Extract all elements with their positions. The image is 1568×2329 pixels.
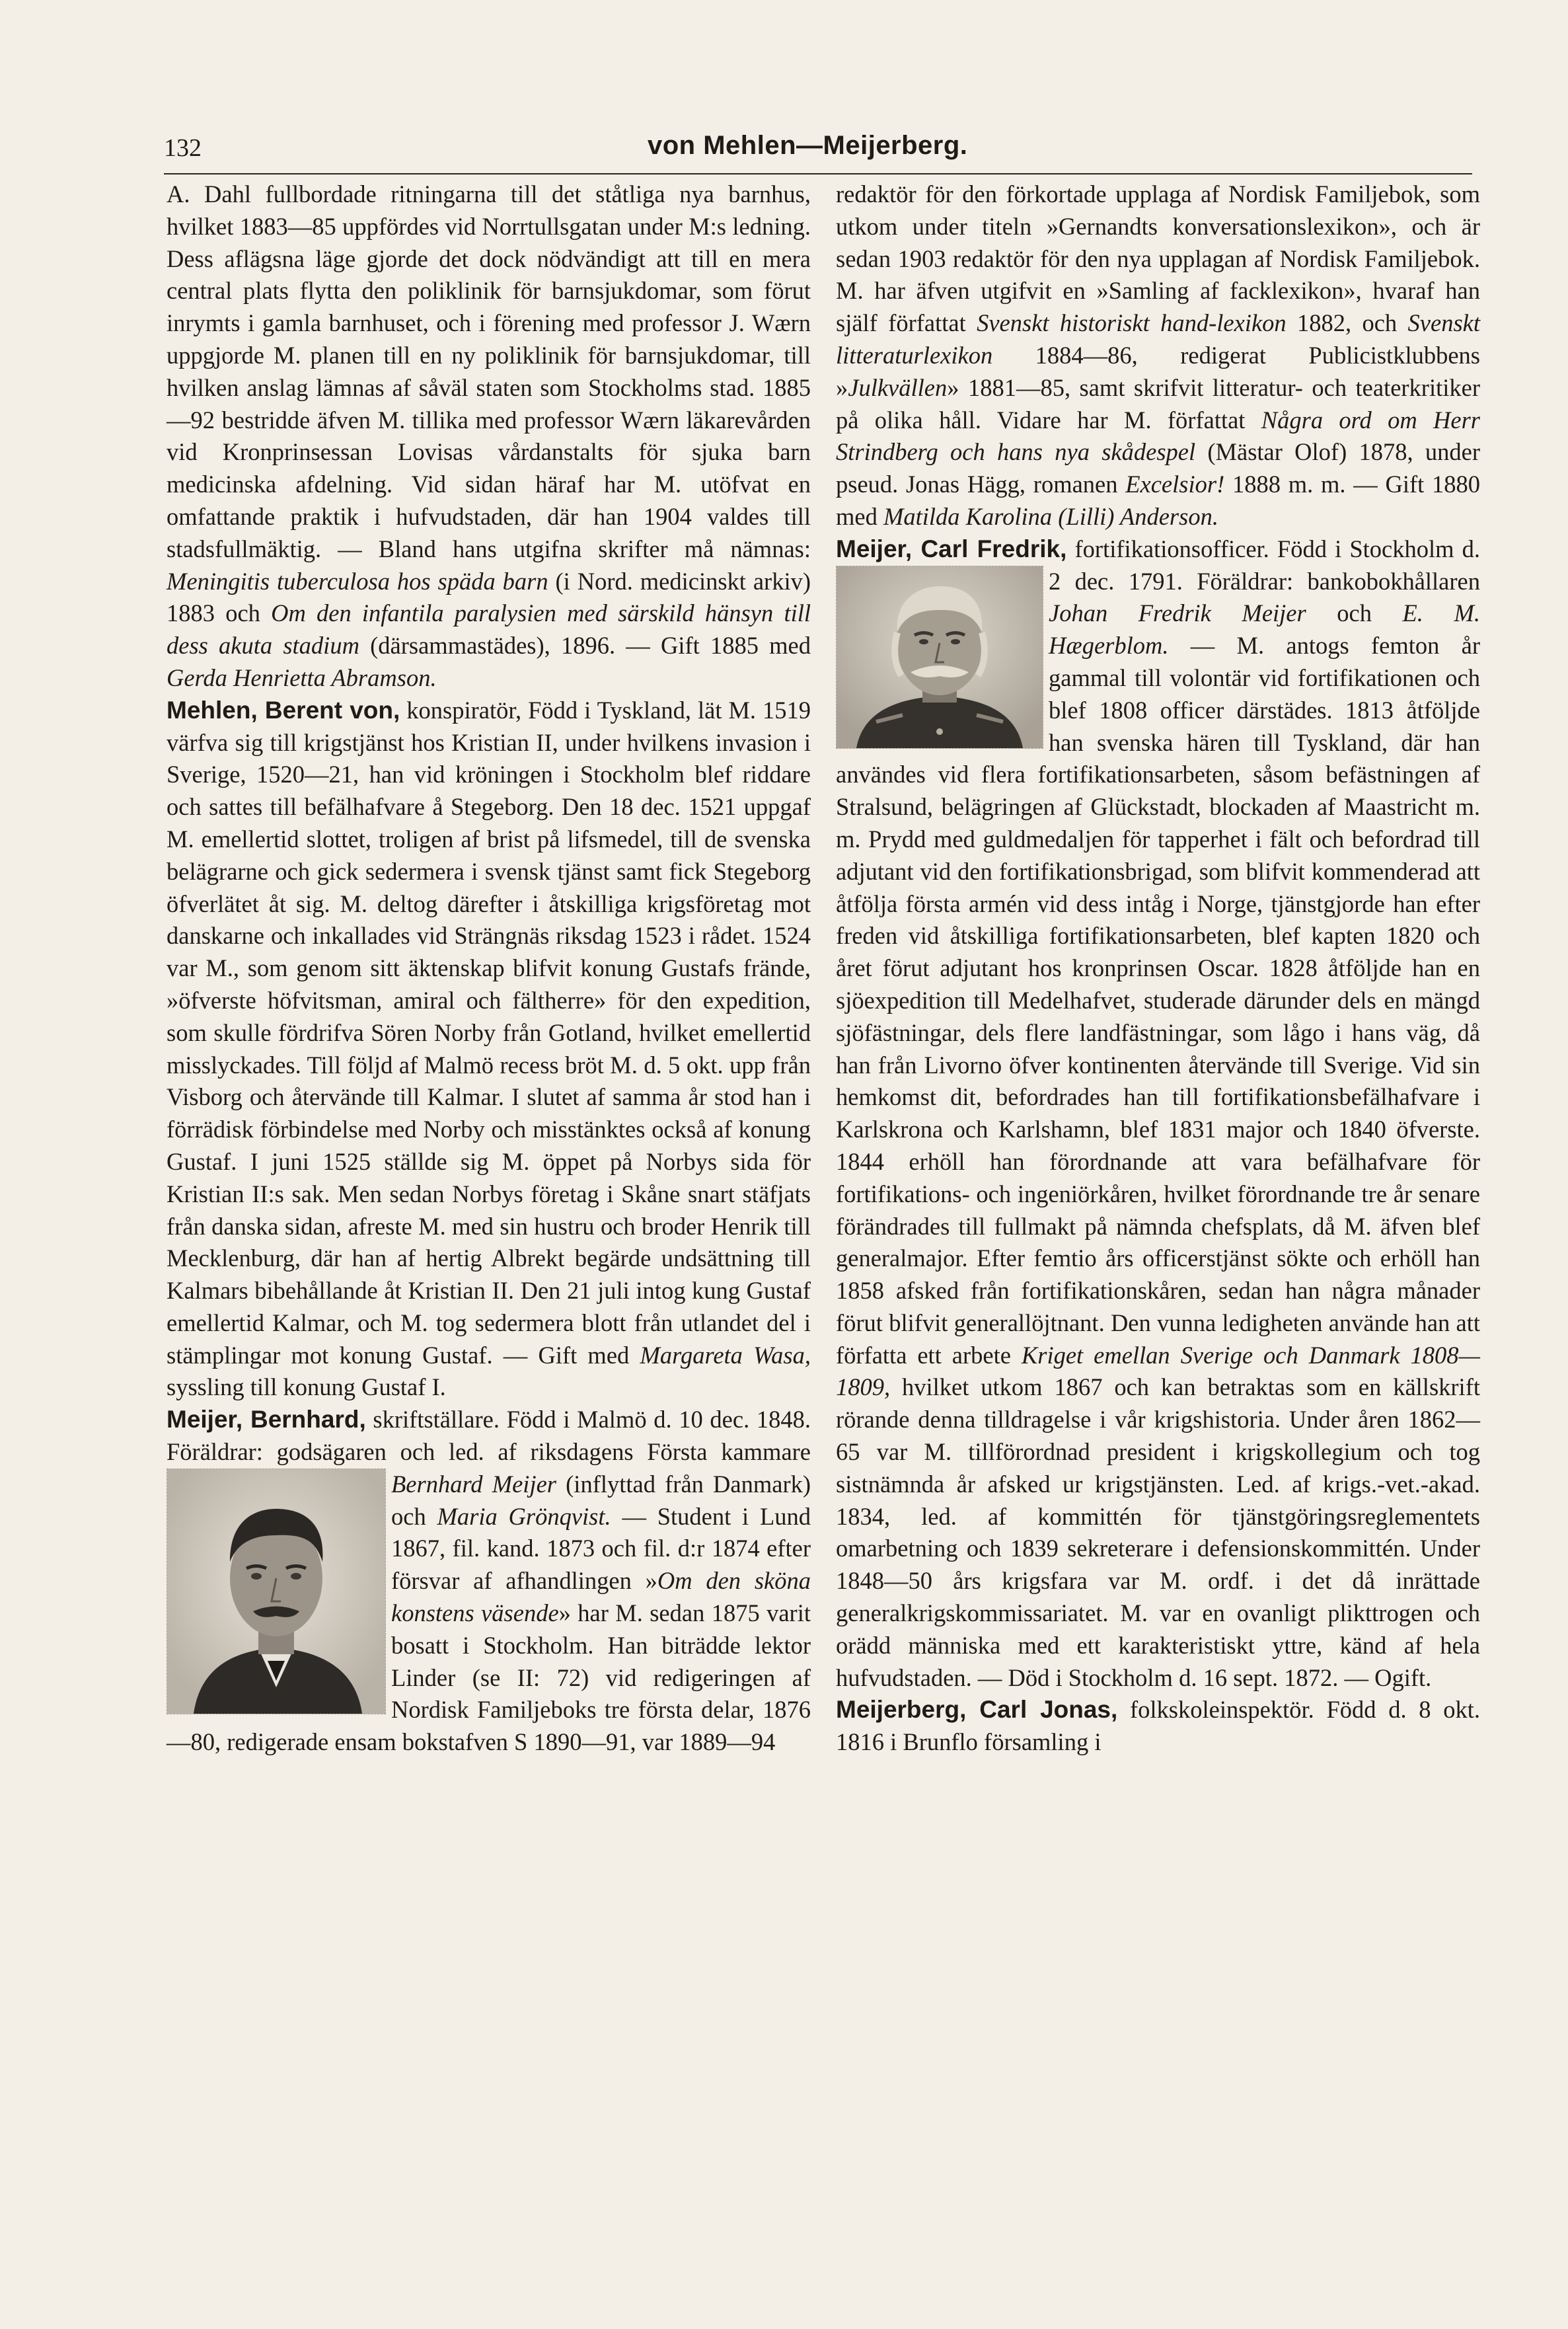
text-run: 1888 m. m. — Gift 1880 med — [836, 471, 1480, 530]
portrait-bernhard-meijer — [167, 1469, 386, 1714]
text-run: konspiratör, Född i Tyskland, lät M. 1519 värfva sig till krigstjänst hos Kristian II, under hvilkens invasion i Sverige, 1520—21, han vid kröningen i Stockholm blef riddare och sattes till befälhafvare å Stegeborg. Den 18 dec. 1521 uppgaf M. emellertid slottet, troligen af brist på lifsmedel, till de svenska belägrarne och gick sedermera i svensk tjänst samt fick Stegeborg öfverlätet åt sig. M. deltog därefter i åtskilliga krigsföretag mot danskarne och inkallades vid Strängnäs riksdag 1523 i rådet. 1524 var M., som genom sitt äktenskap blifvit konung Gustafs frände, »öfverste höfvitsman, amiral och fältherre» för den expedition, som skulle fördrifva Sören Norby från Gotland, hvilket emellertid misslyckades. Till följd af Malmö recess bröt M. d. 5 okt. upp från Visborg och återvände till Kalmar. I slutet af samma år stod han i förrädisk förbindelse med Norby och misstänktes också af konung Gustaf. I juni 1525 ställde sig M. öppet på Norbys sida för Kristian II:s sak. Men sedan Norbys företag i Skåne snart stäfjats från danska sidan, afreste M. med sin hustru och broder Henrik till Mecklenburg, där han af hertig Albrekt begärde undsättning till Kalmars bibehållande åt Kristian II. Den 21 juli intog kung Gustaf emellertid Kalmar, och M. tog sedermera blott från utlandet del i stämplingar mot konung Gustaf. — Gift med — [167, 696, 811, 1369]
text-run: — M. antogs femton år gammal till volontär vid fortifikationen och blef 1808 officer därstädes. 1813 åtföljde han svenska hären till Tyskland, där han användes vid flera fortifikationsarbeten, såsom befästningen af Stralsund, belägringen af Glückstadt, blockaden af Maastricht m. m. Prydd med guldmedaljen för tapperhet i fält och befordrad till adjutant vid den fortifikationsbrigad, som blifvit kommenderad att åtfölja första armén vid dess intåg i Norge, tjänstgjorde han efter freden vid åtskilliga fortifikationsarbeten, blef kapten 1820 och året förut adjutant hos kronprinsen Oscar. 1828 åtföljde han en sjöexpedition till Medelhafvet, studerade därunder dels en mängd sjöfästningar, dels flere landfästningar, som lågo i hans väg, då han från Livorno öfver kontinenten återvände till Sverige. Vid sin hemkomst dit, befordrades han till fortifikationsbefälhafvare i Karlskrona och Karlshamn, blef 1831 major och 1840 öfverste. 1844 erhöll han förordnande att vara befälhafvare för fortifikations- och ingeniörkåren, hvilket förordnande tre år senare förändrades till fullmakt på nämnda chefsplats, då M. äfven blef generalmajor. Efter femtio års officerstjänst sökte och erhöll han 1858 afsked från fortifikationskåren, sedan han några månader förut blifvit generallöjtnant. Den vunna ledigheten använde han att författa ett arbete — [836, 632, 1480, 1369]
italic-name: Johan Fredrik Meijer — [1049, 599, 1306, 627]
page-number: 132 — [164, 134, 202, 162]
entry-headword: Meijer, Carl Fredrik, — [836, 535, 1067, 562]
italic-title: Kriget emellan Sverige och Danmark 1808—1809, — [836, 1341, 1480, 1401]
text-run: hvilket utkom 1867 och kan betraktas som en källskrift rörande denna tilldragelse i vår krigshistoria. Under åren 1862—65 var M. tillförordnad president i krigskollegium och tog sistnämnda år afsked ur krigstjänsten. Led. af krigs.-vet.-akad. 1834, led. af kommittén för tjänstgöringsreglementets omarbetning och 1839 sekreterare i defensionskommittén. Under 1848—50 års krigsfara var M. ordf. i det då inrättade generalkrigskommissariatet. M. var en ovanligt plikttrogen och orädd människa med ett karakteristiskt yttre, känd af hela hufvudstaden. — Död i Stockholm d. 16 sept. 1872. — Ogift. — [836, 1373, 1480, 1691]
text-run: folkskoleinspektör. Född d. 8 okt. 1816 i Brunflo församling i — [836, 1696, 1481, 1756]
italic-name: Bernhard Meijer — [391, 1470, 556, 1498]
italic-title: Några ord om Herr Strindberg och hans nya skådespel — [836, 406, 1480, 466]
italic-title: Svenskt historiskt hand-lexikon — [977, 309, 1287, 337]
italic-title: Julkvällen — [848, 373, 948, 401]
entry-headword: Meijer, Bernhard, — [167, 1406, 366, 1433]
italic-name: Maria Grönqvist. — [437, 1502, 611, 1530]
portrait-image — [837, 566, 1043, 748]
text-run: 1882, och — [1286, 309, 1408, 337]
text-run: (inflyttad från Danmark) och — [391, 1470, 811, 1530]
text-run: 1884—86, redigerat Publicistklubbens » — [836, 341, 1480, 401]
italic-title: Excelsior! — [1125, 471, 1225, 498]
text-run: » 1881—85, samt skrifvit litteratur- och teaterkritiker på olika håll. Vidare har M. författat — [836, 373, 1480, 434]
entry-headword: Mehlen, Berent von, — [167, 696, 400, 724]
italic-name: Margareta Wasa, — [640, 1341, 811, 1369]
text-run: — Student i Lund 1867, fil. kand. 1873 och fil. d:r 1874 efter försvar af afhandlingen » — [391, 1502, 811, 1595]
header-rule — [164, 173, 1472, 174]
entry-bernhard-continuation — [836, 178, 1480, 533]
text-run: redaktör för den förkortade upplaga af Nordisk Familjebok, som utkom under titeln »Gernandts konversationslexikon», och är sedan 1903 redaktör för den nya upplagan af Nordisk Familjebok. M. har äfven utgifvit en »Samling af facklexikon», hvaraf han själf författat — [836, 180, 1480, 337]
text-run: » har M. sedan 1875 varit bosatt i Stockholm. Han biträdde lektor Linder (se II: 72) vid redigeringen af Nordisk Familjeboks tre första delar, 1876—80, redigerade ensam bokstafven S 1890—91, var 1889—94 — [167, 1599, 811, 1756]
text-run: syssling till konung Gustaf I. — [167, 1373, 446, 1401]
entry-bernhard-meijer — [167, 1404, 811, 1759]
italic-name: Gerda Henrietta Abramson. — [167, 664, 437, 691]
italic-title: Om den infantila paralysien med särskild hänsyn till dess akuta stadium — [167, 599, 811, 660]
running-head: von Mehlen—Meijerberg. — [648, 131, 968, 160]
italic-title: Svenskt litteraturlexikon — [836, 309, 1480, 369]
text-run: (Mästar Olof) 1878, under pseud. Jonas Hägg, romanen — [836, 438, 1480, 498]
text-run: (i Nord. medicinskt arkiv) 1883 och — [167, 567, 811, 627]
entry-headword: Meijerberg, Carl Jonas, — [836, 1696, 1118, 1724]
left-column — [167, 178, 811, 1759]
italic-title: Meningitis tuberculosa hos späda barn — [167, 567, 548, 595]
entry-carl-fredrik-meijer — [836, 533, 1480, 1695]
text-run: A. Dahl fullbordade ritningarna till det ståtliga nya barnhus, hvilket 1883—85 uppfördes vid Norrtullsgatan under M:s ledning. Dess aflägsna läge gjorde det dock nödvändigt att till en mera central plats flytta den poliklinik för barnsjukdomar, som förut inrymts i gamla barnhuset, och i förening med professor J. Wærn uppgjorde M. planen till en ny poliklinik för barnsjukdomar, till hvilken anslag lämnas af såväl staten som Stockholms stad. 1885—92 bestridde äfven M. tillika med professor Wærn läkarevården vid Kronprinsessan Lovisas vårdanstalts för sjuka barn medicinska afdelning. Vid sidan häraf har M. utöfvat en omfattande praktik i hufvudstaden, där han 1904 valdes till stadsfullmäktig. — Bland hans utgifna skrifter må nämnas: — [167, 180, 811, 562]
portrait-image — [167, 1469, 385, 1714]
text-run: och — [1306, 599, 1403, 627]
entry-continuation — [167, 178, 811, 695]
text-run: fortifikationsofficer. Född i Stockholm d. 2 dec. 1791. Föräldrar: bankobokhållaren — [1049, 535, 1480, 595]
entry-mehlen — [167, 695, 811, 1404]
text-run: (därsammastädes), 1896. — Gift 1885 med — [359, 632, 811, 660]
italic-name: E. M. Hægerblom. — [1049, 599, 1481, 660]
italic-title: Om den sköna konstens väsende — [391, 1567, 811, 1627]
italic-name: Matilda Karolina (Lilli) Anderson. — [883, 502, 1218, 530]
right-column — [836, 178, 1480, 1759]
text-run: skriftställare. Född i Malmö d. 10 dec. 1848. Föräldrar: godsägaren och led. af riksdagens Första kammare — [167, 1406, 811, 1466]
portrait-carl-fredrik-meijer — [836, 566, 1043, 749]
entry-meijerberg — [836, 1694, 1480, 1759]
